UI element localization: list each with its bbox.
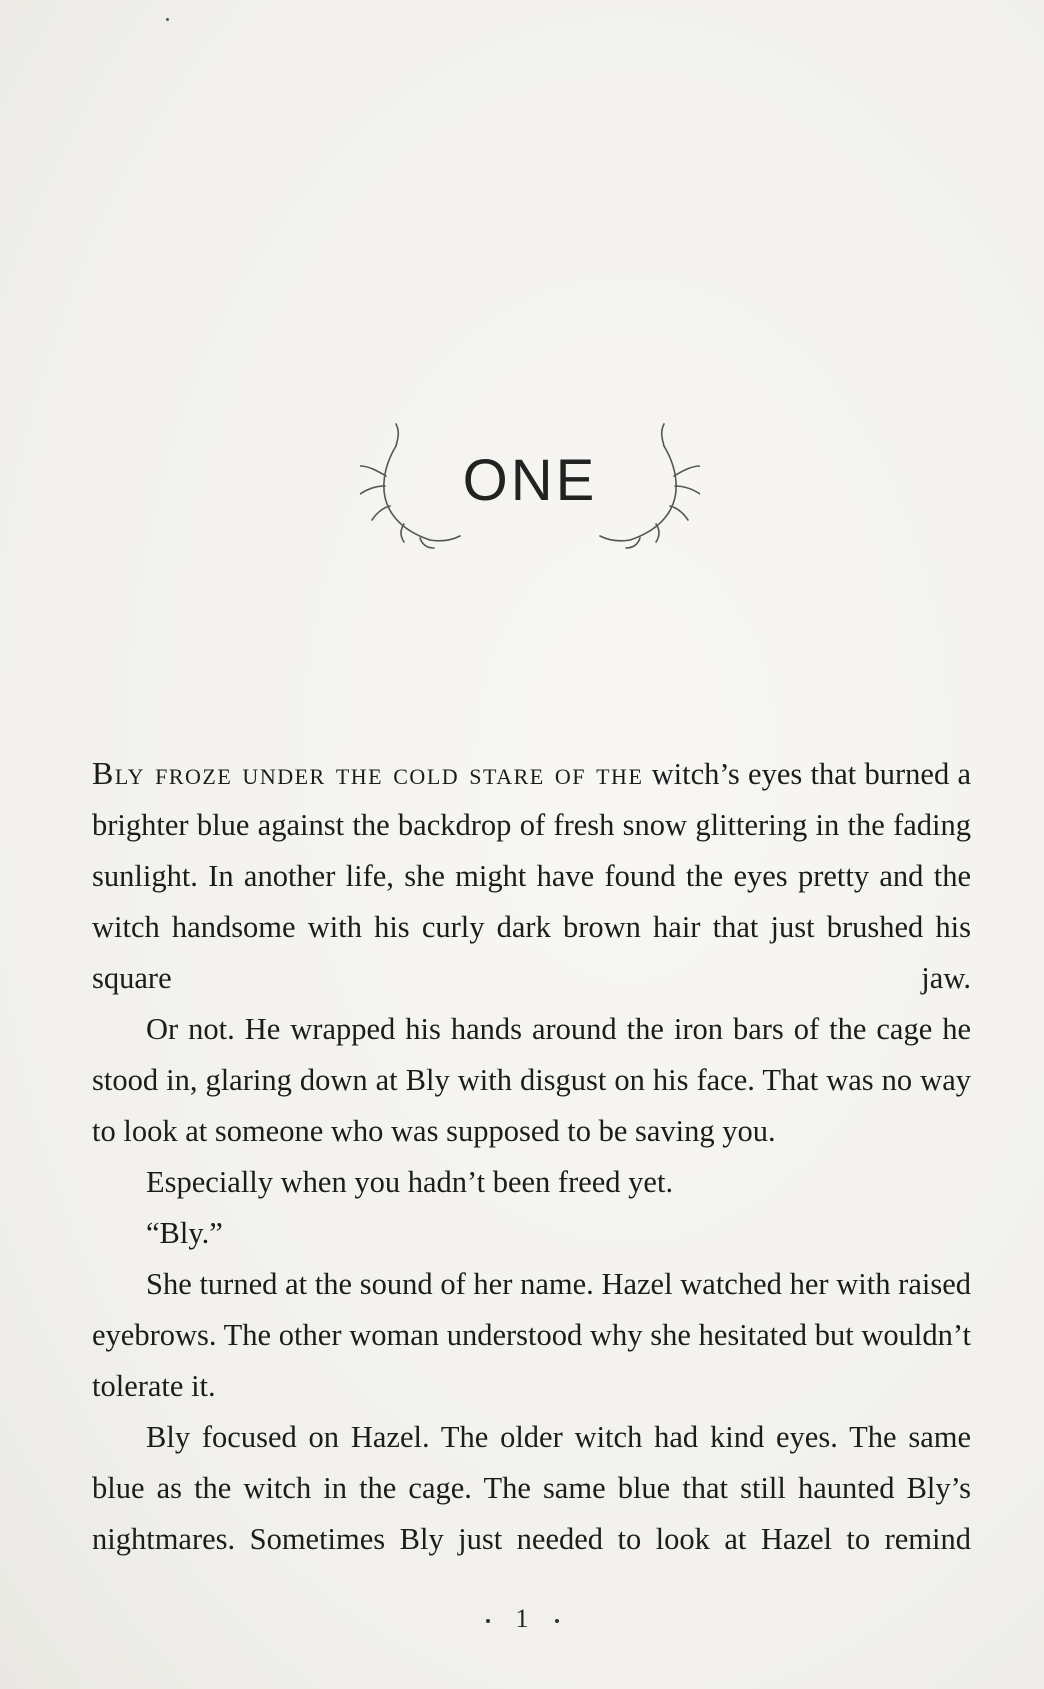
folio-dot-left <box>486 1619 490 1623</box>
body-text <box>92 748 971 1565</box>
page-footer <box>0 1604 1044 1634</box>
paragraph-6: Bly focused on Hazel. The older witch had kind eyes. The same blue as the witch in the cage. The same blue that still haunted Bly’s nightmares. Sometimes Bly just needed to look at Hazel to remind <box>92 1420 971 1556</box>
chapter-title: ONE <box>462 448 598 513</box>
page-number: 1 <box>515 1604 529 1633</box>
paragraph-3: Especially when you hadn’t been freed yet. <box>146 1165 674 1199</box>
paragraph-1 <box>92 748 971 1004</box>
paragraph-4: “Bly.” <box>146 1216 223 1250</box>
chapter-heading <box>360 420 700 560</box>
paragraph-2: Or not. He wrapped his hands around the iron bars of the cage he stood in, glaring down at Bly with disgust on his face. That was no way to look at someone who was supposed to be saving you. <box>92 1012 971 1148</box>
print-speck <box>166 18 169 21</box>
opening-line: Bly froze under the cold stare of the <box>92 755 644 791</box>
paragraph-5: She turned at the sound of her name. Hazel watched her with raised eyebrows. The other woman understood why she hesitated but wouldn’t tolerate it. <box>92 1267 971 1403</box>
paragraph-1-text: witch’s eyes that burned a brighter blue against the backdrop of fresh snow glittering in the fading sunlight. In another life, she might have found the eyes pretty and the witch handsome with his curly dark brown hair that just brushed his square jaw. <box>92 757 972 995</box>
folio-dot-right <box>555 1619 559 1623</box>
